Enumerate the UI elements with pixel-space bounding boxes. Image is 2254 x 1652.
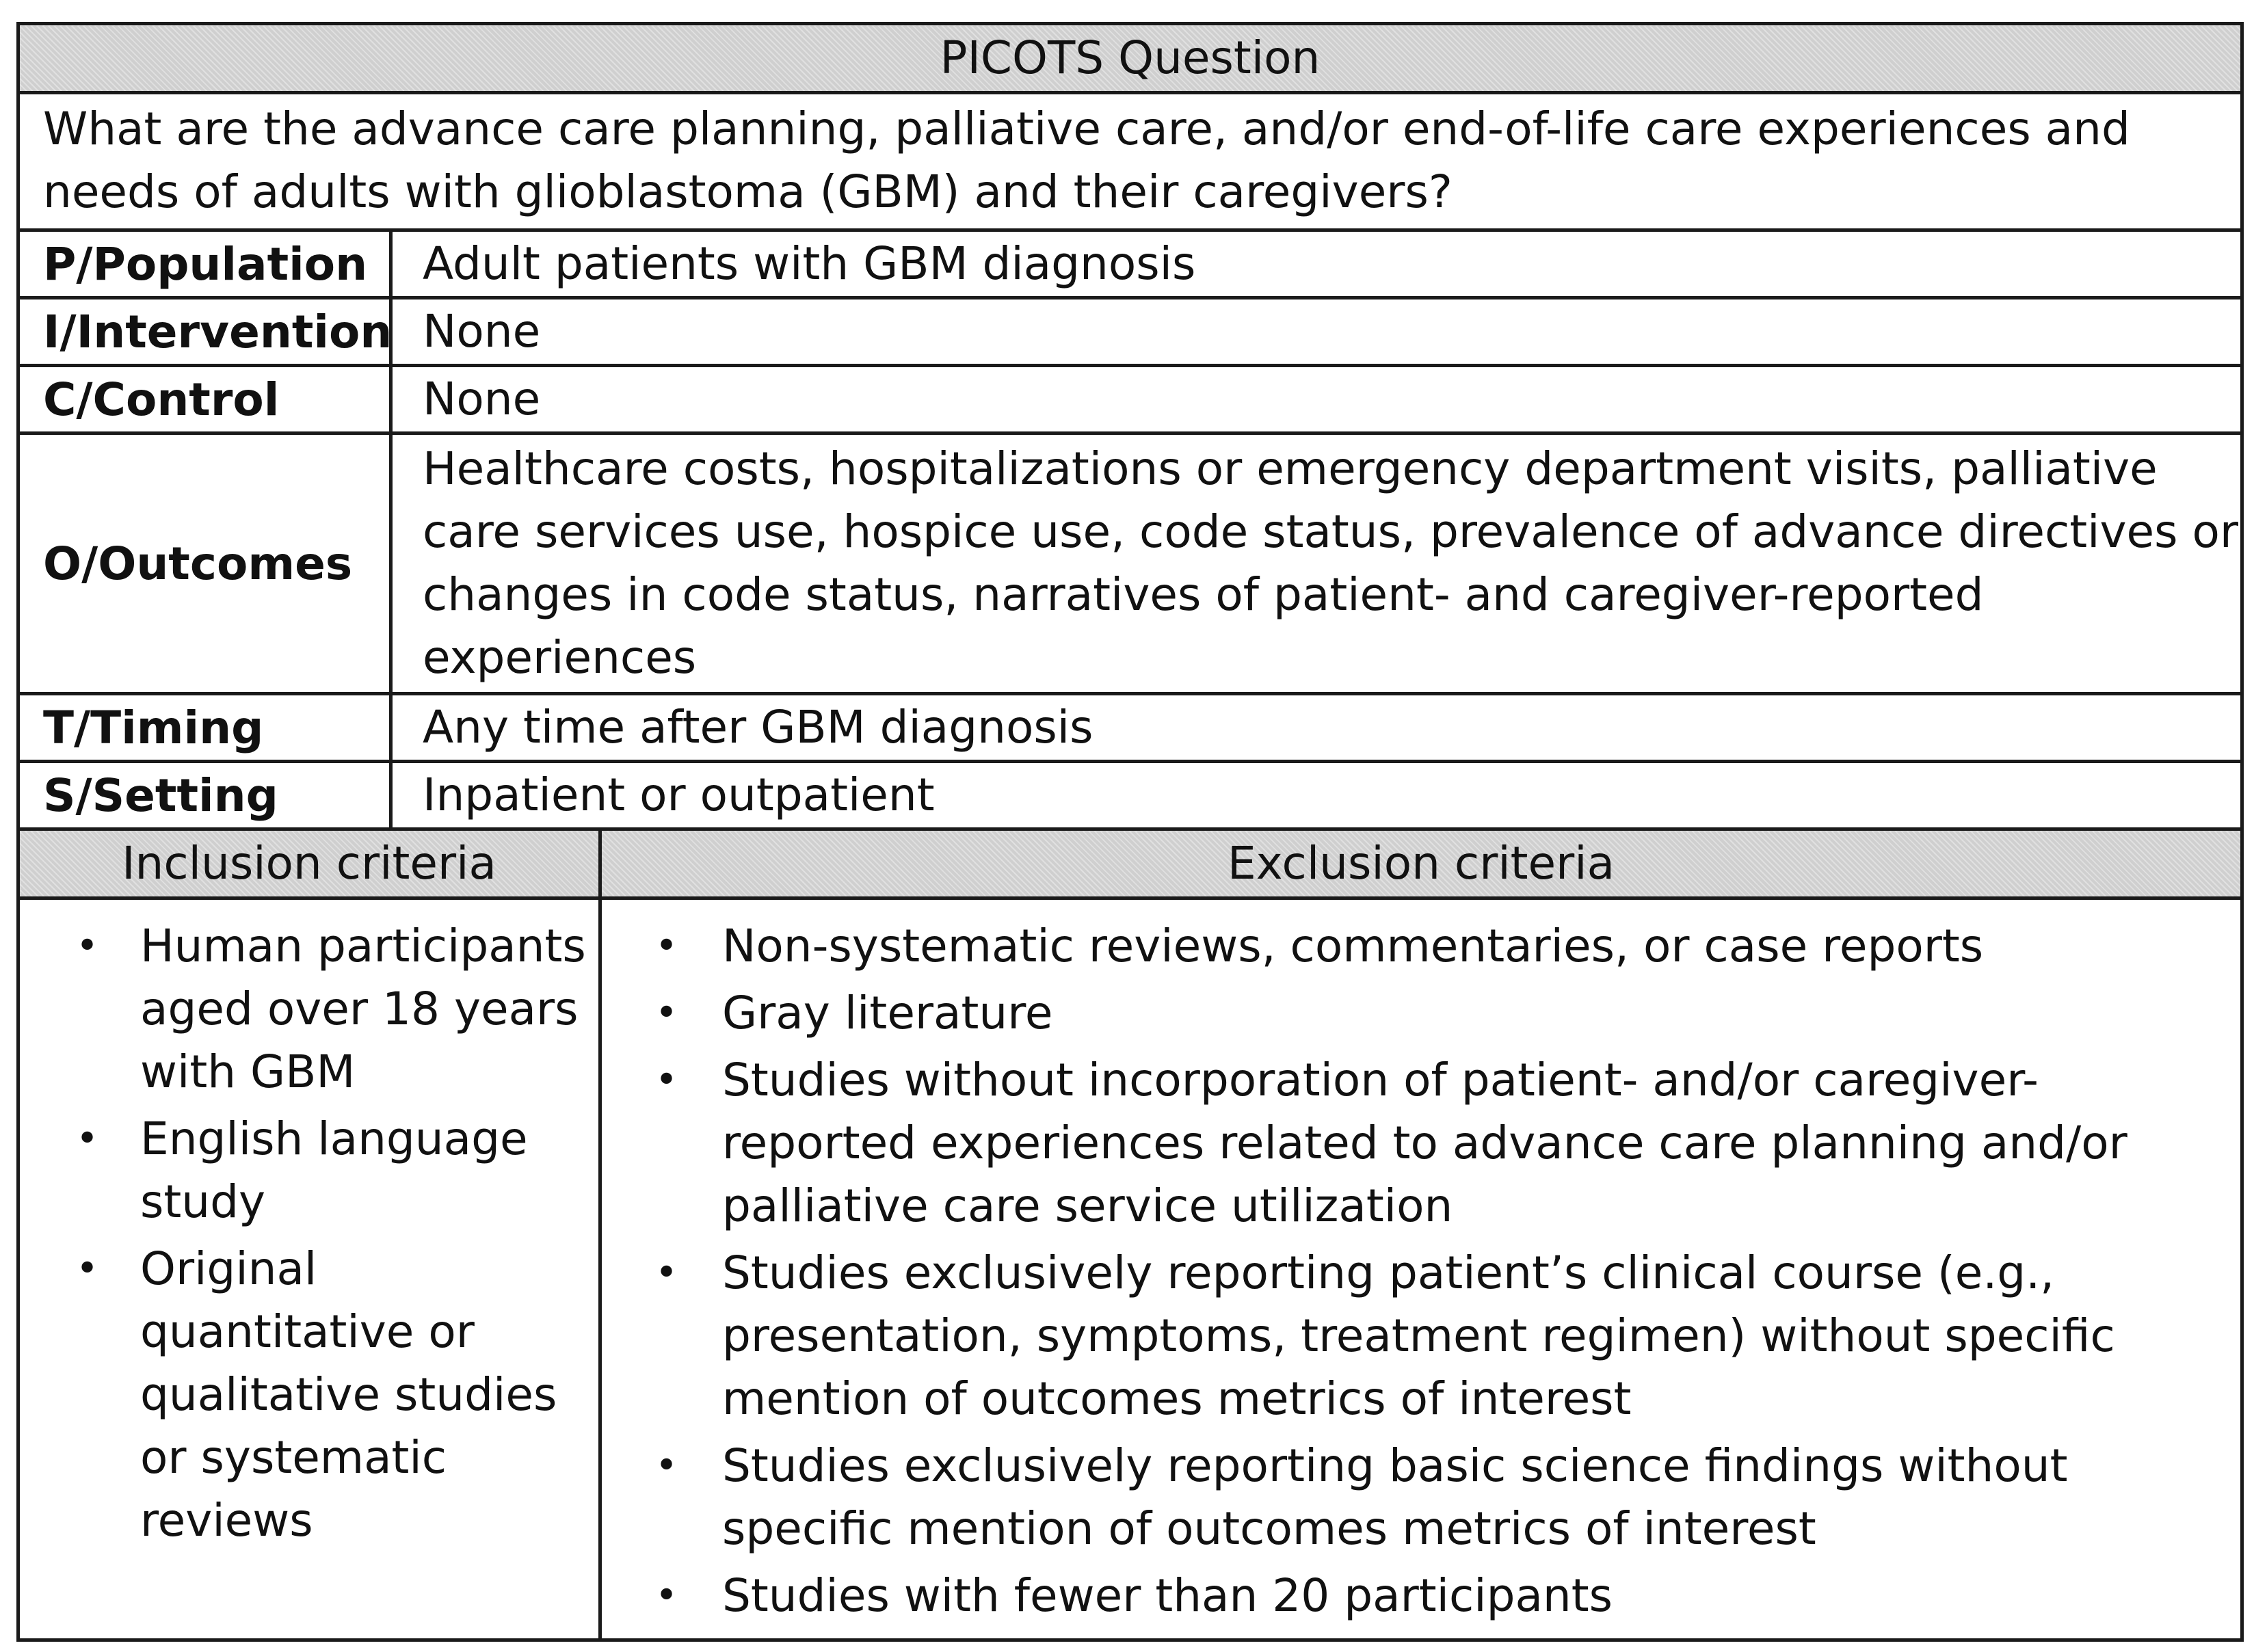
bullet-icon: •	[655, 1058, 678, 1102]
question-row	[18, 93, 2242, 230]
outcomes-value: Healthcare costs, hospitalizations or emergency department visits, palliative care services use, hospice use, code status, prevalence of advance directives or changes in code status, narratives of patient- and caregiver-reported experiences	[391, 434, 2242, 694]
inclusion-item	[20, 915, 598, 1104]
bullet-icon: •	[76, 924, 99, 968]
bullet-icon: •	[655, 991, 678, 1035]
inclusion-list	[20, 915, 598, 1552]
population-label: P/Population	[18, 230, 391, 298]
bullet-icon: •	[655, 1443, 678, 1488]
intervention-value: None	[391, 298, 2242, 366]
picots-header-row	[18, 24, 2242, 93]
exclusion-list	[602, 915, 2240, 1627]
inclusion-item	[20, 1108, 598, 1234]
exclusion-item	[602, 1242, 2240, 1430]
exclusion-item-text: Studies with fewer than 20 participants	[722, 1569, 1613, 1622]
exclusion-item	[602, 1564, 2240, 1627]
exclusion-item	[602, 915, 2240, 978]
setting-label: S/Setting	[18, 762, 391, 829]
intervention-label: I/Intervention	[18, 298, 391, 366]
exclusion-criteria-header: Exclusion criteria	[600, 829, 2242, 898]
exclusion-item-text: Studies without incorporation of patient- and/or caregiver-reported experiences related to advance care planning and/or palliative care service utilization	[722, 1054, 2127, 1232]
inclusion-item	[20, 1238, 598, 1552]
inclusion-criteria-header: Inclusion criteria	[18, 829, 600, 898]
population-row	[18, 230, 2242, 298]
population-value: Adult patients with GBM diagnosis	[391, 230, 2242, 298]
exclusion-criteria-cell	[600, 898, 2242, 1640]
picots-table	[16, 22, 2244, 1642]
inclusion-item-text: English language study	[140, 1113, 528, 1228]
exclusion-item-text: Studies exclusively reporting basic science findings without specific mention of outcomes metrics of interest	[722, 1439, 2068, 1555]
inclusion-criteria-cell	[18, 898, 600, 1640]
exclusion-item-text: Gray literature	[722, 987, 1053, 1039]
control-row	[18, 366, 2242, 434]
bullet-icon: •	[655, 1573, 678, 1618]
timing-value: Any time after GBM diagnosis	[391, 694, 2242, 762]
setting-value: Inpatient or outpatient	[391, 762, 2242, 829]
timing-row	[18, 694, 2242, 762]
picots-question-text: What are the advance care planning, palliative care, and/or end-of-life care experiences and needs of adults with glioblastoma (GBM) and their caregivers?	[18, 93, 2242, 230]
bullet-icon: •	[655, 1251, 678, 1295]
timing-label: T/Timing	[18, 694, 391, 762]
inclusion-item-text: Human participants aged over 18 years with GBM	[140, 920, 586, 1098]
criteria-row	[18, 898, 2242, 1640]
inclusion-item-text: Original quantitative or qualitative studies or systematic reviews	[140, 1242, 557, 1547]
exclusion-item	[602, 982, 2240, 1045]
outcomes-label: O/Outcomes	[18, 434, 391, 694]
control-value: None	[391, 366, 2242, 434]
intervention-row	[18, 298, 2242, 366]
control-label: C/Control	[18, 366, 391, 434]
picots-header: PICOTS Question	[18, 24, 2242, 93]
exclusion-item	[602, 1049, 2240, 1238]
outcomes-row	[18, 434, 2242, 694]
exclusion-item-text: Studies exclusively reporting patient’s clinical course (e.g., presentation, symptoms, treatment regimen) without specific mention of outcomes metrics of interest	[722, 1247, 2115, 1425]
bullet-icon: •	[76, 1247, 99, 1291]
setting-row	[18, 762, 2242, 829]
criteria-header-row	[18, 829, 2242, 898]
bullet-icon: •	[76, 1117, 99, 1161]
bullet-icon: •	[655, 924, 678, 968]
exclusion-item-text: Non-systematic reviews, commentaries, or case reports	[722, 920, 1984, 972]
exclusion-item	[602, 1435, 2240, 1560]
